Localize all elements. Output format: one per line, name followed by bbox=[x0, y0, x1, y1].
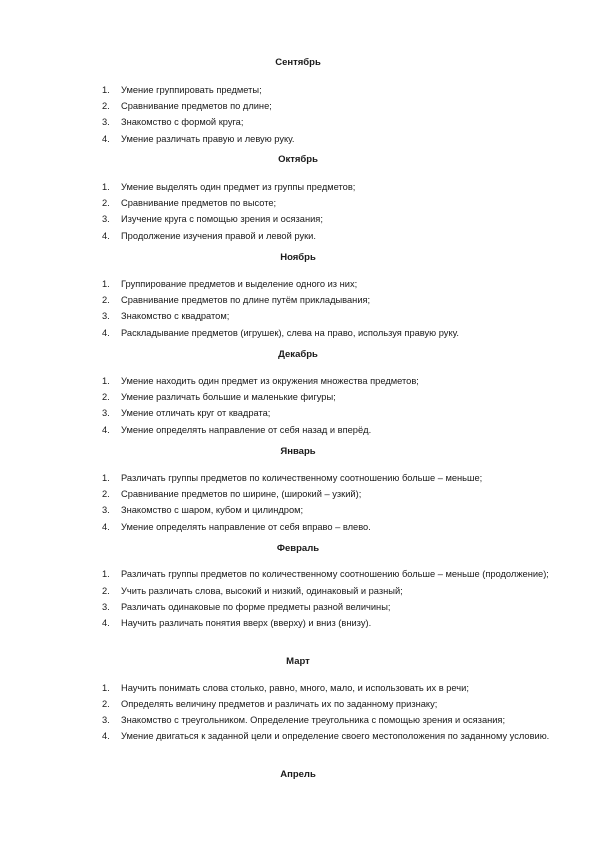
item-number: 2. bbox=[102, 198, 110, 209]
item-number: 4. bbox=[102, 730, 110, 741]
list-item bbox=[96, 389, 556, 405]
item-text: Умение отличать круг от квадрата; bbox=[121, 408, 271, 419]
list-item bbox=[96, 114, 556, 130]
list-item bbox=[96, 405, 556, 421]
item-text: Сравнивание предметов по высоте; bbox=[121, 198, 277, 209]
month-heading-march: Март bbox=[286, 656, 310, 667]
list-item bbox=[96, 308, 556, 324]
item-text: Умение различать большие и маленькие фигуры; bbox=[121, 392, 336, 403]
item-number: 2. bbox=[102, 489, 110, 500]
item-text: Знакомство с квадратом; bbox=[121, 311, 230, 322]
item-number: 3. bbox=[102, 117, 110, 128]
item-text: Умение определять направление от себя вправо – влево. bbox=[121, 521, 371, 532]
item-number: 1. bbox=[102, 569, 110, 579]
item-number: 4. bbox=[102, 133, 110, 144]
list-item bbox=[96, 422, 556, 438]
item-text: Знакомство с треугольником. Определение треугольника с помощью зрения и осязания; bbox=[121, 715, 506, 726]
december-list bbox=[96, 373, 556, 438]
november-list bbox=[96, 276, 556, 341]
february-list bbox=[96, 567, 556, 631]
list-item bbox=[96, 599, 556, 615]
item-number: 2. bbox=[102, 392, 110, 403]
month-heading-september: Сентябрь bbox=[275, 57, 321, 68]
item-number: 3. bbox=[102, 408, 110, 419]
march-list bbox=[96, 680, 556, 744]
item-number: 4. bbox=[102, 617, 110, 628]
item-text: Продолжение изучения правой и левой руки. bbox=[121, 230, 316, 241]
item-number: 1. bbox=[102, 182, 110, 192]
item-text: Сравнивание предметов по длине путём прикладывания; bbox=[121, 295, 371, 306]
item-text: Различать группы предметов по количественному соотношению больше – меньше; bbox=[121, 473, 483, 483]
item-number: 4. bbox=[102, 521, 110, 532]
month-heading-november: Ноябрь bbox=[280, 252, 316, 263]
list-item bbox=[96, 325, 556, 341]
list-item bbox=[96, 98, 556, 114]
list-item bbox=[96, 276, 556, 292]
list-item bbox=[96, 567, 556, 583]
item-number: 2. bbox=[102, 101, 110, 112]
month-heading-october: Октябрь bbox=[278, 154, 318, 165]
list-item bbox=[96, 82, 556, 98]
item-text: Сравнивание предметов по длине; bbox=[121, 101, 272, 112]
item-text: Группирование предметов и выделение одного из них; bbox=[121, 279, 358, 289]
list-item bbox=[96, 712, 556, 728]
item-text: Раскладывание предметов (игрушек), слева на право, используя правую руку. bbox=[121, 327, 459, 338]
item-number: 1. bbox=[102, 683, 110, 693]
item-number: 4. bbox=[102, 230, 110, 241]
list-item bbox=[96, 615, 556, 631]
item-text: Умение группировать предметы; bbox=[121, 85, 262, 95]
item-number: 2. bbox=[102, 585, 110, 596]
october-list bbox=[96, 179, 556, 244]
item-text: Умение находить один предмет из окружения множества предметов; bbox=[121, 376, 419, 386]
list-item bbox=[96, 680, 556, 696]
list-item bbox=[96, 486, 556, 502]
list-item bbox=[96, 228, 556, 244]
list-item bbox=[96, 195, 556, 211]
item-text: Умение определять направление от себя назад и вперёд. bbox=[121, 424, 372, 435]
item-text: Знакомство с шаром, кубом и цилиндром; bbox=[121, 505, 304, 516]
item-number: 1. bbox=[102, 473, 110, 483]
month-heading-april: Апрель bbox=[280, 769, 316, 780]
item-number: 3. bbox=[102, 505, 110, 516]
item-text: Научить понимать слова столько, равно, много, мало, и использовать их в речи; bbox=[121, 683, 469, 693]
item-number: 3. bbox=[102, 601, 110, 612]
item-text: Сравнивание предметов по ширине, (широкий – узкий); bbox=[121, 489, 362, 500]
list-item bbox=[96, 131, 556, 147]
list-item bbox=[96, 470, 556, 486]
item-text: Умение выделять один предмет из группы предметов; bbox=[121, 182, 356, 192]
month-heading-january: Январь bbox=[280, 446, 316, 457]
item-text: Знакомство с формой круга; bbox=[121, 117, 244, 128]
list-item bbox=[96, 519, 556, 535]
item-number: 2. bbox=[102, 699, 110, 710]
item-number: 4. bbox=[102, 424, 110, 435]
item-text: Различать группы предметов по количественному соотношению больше – меньше (продолжение); bbox=[121, 569, 549, 579]
list-item bbox=[96, 502, 556, 518]
item-text: Научить различать понятия вверх (вверху) и вниз (внизу). bbox=[121, 617, 372, 628]
item-text: Умение различать правую и левую руку. bbox=[121, 133, 295, 144]
item-text: Определять величину предметов и различать их по заданному признаку; bbox=[121, 699, 438, 710]
list-item bbox=[96, 373, 556, 389]
item-text: Умение двигаться к заданной цели и определение своего местоположения по заданному условию. bbox=[121, 730, 550, 741]
month-heading-december: Декабрь bbox=[278, 349, 318, 360]
january-list bbox=[96, 470, 556, 535]
list-item bbox=[96, 729, 556, 745]
item-number: 1. bbox=[102, 279, 110, 289]
september-list bbox=[96, 82, 556, 147]
list-item bbox=[96, 696, 556, 712]
item-number: 1. bbox=[102, 376, 110, 386]
item-number: 2. bbox=[102, 295, 110, 306]
list-item bbox=[96, 583, 556, 599]
list-item bbox=[96, 211, 556, 227]
item-number: 3. bbox=[102, 214, 110, 225]
item-text: Изучение круга с помощью зрения и осязания; bbox=[121, 214, 323, 225]
item-number: 4. bbox=[102, 327, 110, 338]
item-text: Различать одинаковые по форме предметы разной величины; bbox=[121, 601, 391, 612]
item-text: Учить различать слова, высокий и низкий, одинаковый и разный; bbox=[121, 585, 403, 596]
item-number: 3. bbox=[102, 715, 110, 726]
list-item bbox=[96, 179, 556, 195]
item-number: 3. bbox=[102, 311, 110, 322]
list-item bbox=[96, 292, 556, 308]
month-heading-february: Февраль bbox=[276, 543, 320, 554]
item-number: 1. bbox=[102, 85, 110, 95]
